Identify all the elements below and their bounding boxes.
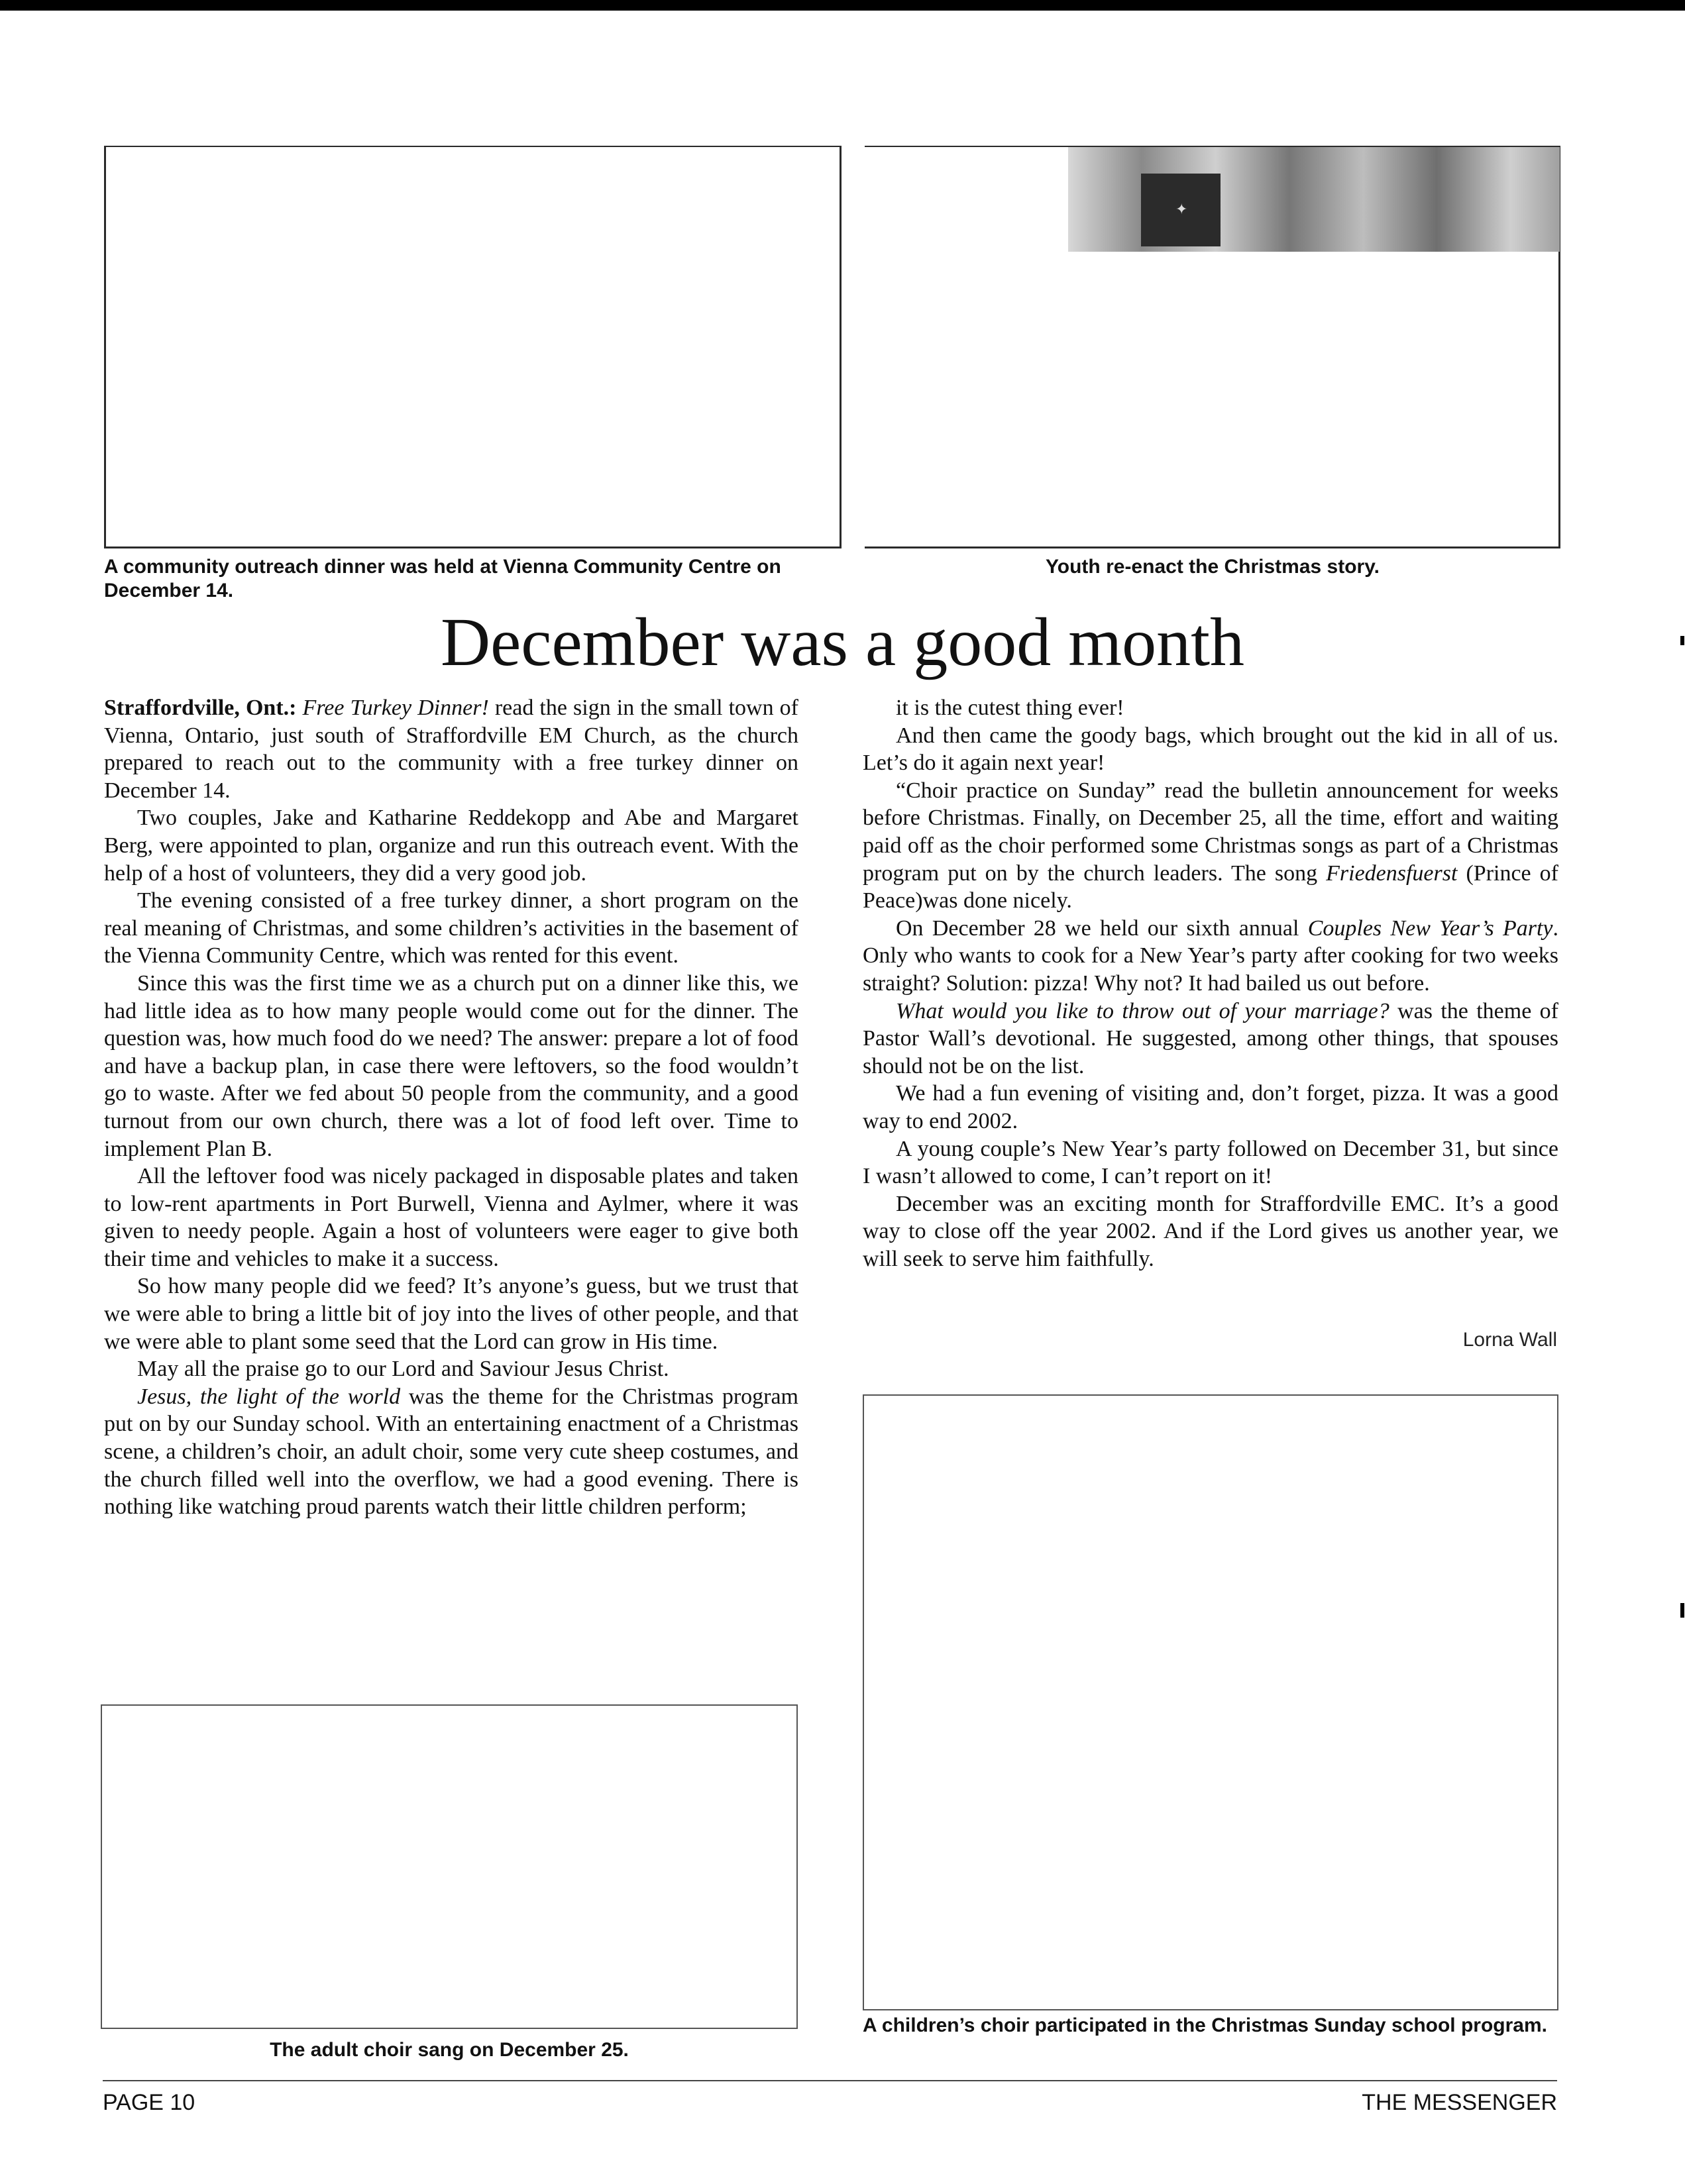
paragraph-text: December was an exciting month for Straffordville EMC. It’s a good way to close off the year 2002. And if the Lord gives us another year, we will seek to serve him faithfully.	[863, 1191, 1558, 1271]
article-paragraph	[863, 915, 1558, 998]
article-paragraph	[863, 998, 1558, 1080]
caption-youth-christmas: Youth re-enact the Christmas story.	[1046, 556, 1380, 578]
article-paragraph	[863, 722, 1558, 777]
caption-adult-choir: The adult choir sang on December 25.	[270, 2039, 629, 2061]
scan-edge-mark	[1680, 1603, 1684, 1618]
photo-community-dinner	[104, 146, 842, 548]
emphasis-text: Free Turkey Dinner!	[302, 696, 489, 720]
photo-youth-christmas-image	[1068, 147, 1560, 252]
article-column-left	[104, 694, 798, 1521]
publication-name: THE MESSENGER	[1362, 2090, 1557, 2115]
article-dateline: Straffordville, Ont.:	[104, 696, 297, 720]
emphasis-text: What would you like to throw out of your marriage?	[896, 998, 1389, 1023]
paragraph-text: Since this was the first time we as a church put on a dinner like this, we had little idea as to how many people would come out for the dinner. The question was, how much food do we need? The answer: prepare a lot of food and have a backup plan, in case there were leftovers, so the food wouldn’t go to waste. After we fed about 50 people from the community, and a good turnout from our own church, there was a lot of food left over. Time to implement Plan B.	[104, 970, 798, 1161]
article-paragraph	[863, 777, 1558, 915]
paragraph-text: We had a fun evening of visiting and, don’t forget, pizza. It was a good way to end 2002.	[863, 1081, 1558, 1133]
paragraph-text: On December 28 we held our sixth annual	[896, 915, 1308, 941]
window-shape	[1141, 174, 1221, 246]
scan-top-border	[0, 0, 1685, 11]
paragraph-text: it is the cutest thing ever!	[896, 696, 1124, 720]
photo-childrens-choir	[863, 1394, 1558, 2010]
article-paragraph	[104, 1273, 798, 1355]
paragraph-text: “Choir practice on Sunday” read the bulletin announcement for weeks before Christmas. Finally, on December 25, all the time, effort and waiting paid off as the choir performed some Christmas songs as part of a Christmas program put on by the church leaders. The song	[863, 778, 1558, 886]
paragraph-text: Two couples, Jake and Katharine Reddekopp and Abe and Margaret Berg, were appointed to plan, organize and run this outreach event. With the help of a host of volunteers, they did a very good job.	[104, 806, 798, 886]
article-headline: December was a good month	[441, 604, 1244, 680]
article-paragraph	[104, 1355, 798, 1383]
star-icon: ✦	[1175, 201, 1188, 218]
article-paragraph	[863, 1135, 1558, 1190]
paragraph-text: So how many people did we feed? It’s anyone’s guess, but we trust that we were able to bring a little bit of joy into the lives of other people, and that we were able to plant some seed that the Lord can grow in His time.	[104, 1274, 798, 1354]
photo-adult-choir	[101, 1704, 798, 2029]
article-paragraph	[104, 694, 798, 804]
footer-rule	[103, 2080, 1557, 2081]
article-paragraph	[863, 1080, 1558, 1135]
paragraph-text: was the theme for the Christmas program put on by our Sunday school. With an entertaining enactment of a Christmas scene, a children’s choir, an adult choir, some very cute sheep costumes, and the church filled well into the overflow, we had a good evening. There is nothing like watching proud parents watch their little children perform;	[104, 1384, 799, 1520]
page-number: PAGE 10	[103, 2090, 195, 2115]
article-paragraph	[863, 1190, 1558, 1273]
paragraph-text: . Only who wants to cook for a New Year’s party after cooking for two weeks straight? Solution: pizza! Why not? It had bailed us out before.	[863, 915, 1558, 996]
paragraph-text: was the theme of Pastor Wall’s devotional. He suggested, among other things, that spouses should not be on the list.	[863, 998, 1558, 1078]
emphasis-text: Jesus, the light of the world	[137, 1384, 401, 1409]
paragraph-text: A young couple’s New Year’s party followed on December 31, but since I wasn’t allowed to come, I can’t report on it!	[863, 1136, 1558, 1189]
article-paragraph	[863, 694, 1558, 722]
paragraph-text: The evening consisted of a free turkey dinner, a short program on the real meaning of Christmas, and some children’s activities in the basement of the Vienna Community Centre, which was rented for this event.	[104, 888, 798, 968]
article-paragraph	[104, 887, 798, 970]
article-paragraph	[104, 970, 798, 1163]
article-byline: Lorna Wall	[1462, 1329, 1557, 1351]
caption-childrens-choir: A children’s choir participated in the Christmas Sunday school program.	[863, 2014, 1547, 2036]
paragraph-text: All the leftover food was nicely packaged in disposable plates and taken to low-rent apartments in Port Burwell, Vienna and Aylmer, where it was given to needy people. Again a host of volunteers were eager to give both their time and vehicles to make it a success.	[104, 1164, 798, 1271]
article-paragraph	[104, 1383, 798, 1521]
paragraph-text: (Prince of Peace)was done nicely.	[863, 860, 1558, 913]
emphasis-text: Couples New Year’s Party	[1307, 915, 1553, 941]
paragraph-text: read the sign in the small town of Vienna, Ontario, just south of Straffordville EM Church, as the church prepared to reach out to the community with a free turkey dinner on December 14.	[104, 696, 798, 803]
emphasis-text: Friedensfuerst	[1326, 860, 1458, 886]
paragraph-text: May all the praise go to our Lord and Saviour Jesus Christ.	[137, 1357, 669, 1382]
article-paragraph	[104, 804, 798, 887]
article-paragraph	[104, 1163, 798, 1273]
paragraph-text: And then came the goody bags, which brought out the kid in all of us. Let’s do it again next year!	[863, 723, 1558, 776]
article-column-right	[863, 694, 1558, 1273]
caption-community-dinner: A community outreach dinner was held at Vienna Community Centre on December 14.	[104, 556, 781, 601]
scan-edge-mark	[1680, 636, 1684, 645]
